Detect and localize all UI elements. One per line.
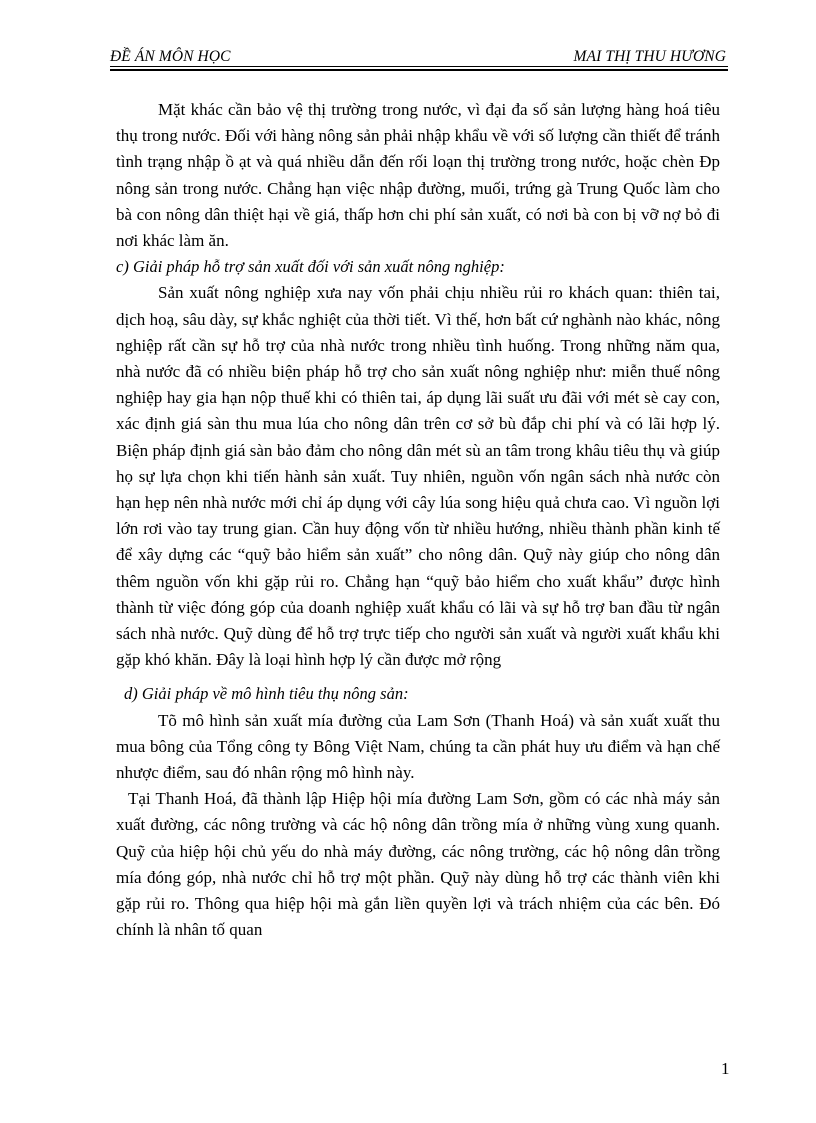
paragraph-production-support: Sản xuất nông nghiệp xưa nay vốn phải chịu nhiều rủi ro khách quan: thiên tai, dịch hoạ, sâu dày, sự khắc nghiệt của thời tiết. Vì thế, hơn bất cứ nghành nào khác, nông nghiệp rất cần sự hỗ trợ của nhà nước trong nhiều tình huống. Trong những năm qua, nhà nước đã có nhiều biện pháp hỗ trợ cho sản xuất nông nghiệp như: miễn thuế nông nghiệp hay gia hạn nộp thuế khi có thiên tai, áp dụng lãi suất ưu đãi với mét sè cay con, xác định giá sàn thu mua lúa cho nông dân trên cơ sở bù đắp chi phí và có lãi hợp lý. Biện pháp định giá sàn bảo đảm cho nông dân mét sù an tâm trong khâu tiêu thụ và giúp họ sự lựa chọn khi tiến hành sản xuất. Tuy nhiên, nguồn vốn ngân sách nhà nước còn hạn hẹp nên nhà nước mới chỉ áp dụng với cây lúa song hiệu quả chưa cao. Vì nguồn lợi lớn rơi vào tay trung gian. Cần huy động vốn từ nhiều hướng, nhiều thành phần kinh tế để xây dựng các “quỹ bảo hiểm sản xuất” cho nông dân. Quỹ này giúp cho nông dân thêm nguồn vốn khi gặp rủi ro. Chẳng hạn “quỹ bảo hiểm cho xuất khẩu” được hình thành từ việc đóng góp của doanh nghiệp xuất khẩu có lãi và sự hỗ trợ ban đầu từ ngân sách nhà nước. Quỹ dùng để hỗ trợ trực tiếp cho người sản xuất và người xuất khẩu khi gặp khó khăn. Đây là loại hình hợp lý cần được mở rộng	[116, 283, 720, 670]
header-rule-thin	[110, 66, 728, 67]
header-author: MAI THỊ THU HƯƠNG	[573, 48, 726, 65]
header-rule-thick	[110, 69, 728, 71]
paragraph-gap	[116, 673, 720, 681]
header-subject: ĐỀ ÁN MÔN HỌC	[110, 48, 231, 65]
heading-production-support: c) Giải pháp hỗ trợ sản xuất đối với sản xuất nông nghiệp:	[116, 257, 505, 277]
paragraph-thanh-hoa-association: Tại Thanh Hoá, đã thành lập Hiệp hội mía đường Lam Sơn, gồm có các nhà máy sản xuất đường, các nông trường và các hộ nông dân trồng mía ở những vùng xung quanh. Quỹ của hiệp hội chủ yếu do nhà máy đường, các nông trường, các hộ nông dân trồng mía đóng góp, nhà nước chỉ hỗ trợ một phần. Quỹ này dùng hỗ trợ các thành viên khi gặp rủi ro. Thông qua hiệp hội mà gắn liền quyền lợi và trách nhiệm của các bên. Đó chính là nhân tố quan	[116, 789, 720, 940]
heading-consumption-model: d) Giải pháp về mô hình tiêu thụ nông sản:	[124, 684, 409, 704]
page-header	[110, 42, 728, 70]
page-number: 1	[721, 1059, 730, 1078]
paragraph-lam-son-model: Tõ mô hình sản xuất mía đường của Lam Sơn (Thanh Hoá) và sản xuất xuất thu mua bông của Tổng công ty Bông Việt Nam, chúng ta cần phát huy ưu điểm và hạn chế nhược điểm, sau đó nhân rộng mô hình này.	[116, 710, 720, 783]
paragraph-market-protection: Mặt khác cần bảo vệ thị trường trong nước, vì đại đa số sản lượng hàng hoá tiêu thụ trong nước. Đối với hàng nông sản phải nhập khẩu về với số lượng cần thiết để tránh tình trạng nhập ồ ạt và quá nhiều dẫn đến rối loạn thị trường trong nước, hoặc chèn Ðp nông sản trong nước. Chẳng hạn việc nhập đường, muối, trứng gà Trung Quốc làm cho bà con nông dân thiệt hại về giá, thấp hơn chi phí sản xuất, có nơi bà con bị vỡ nợ bỏ đi nơi khác làm ăn.	[116, 100, 720, 251]
document-body	[116, 97, 720, 944]
